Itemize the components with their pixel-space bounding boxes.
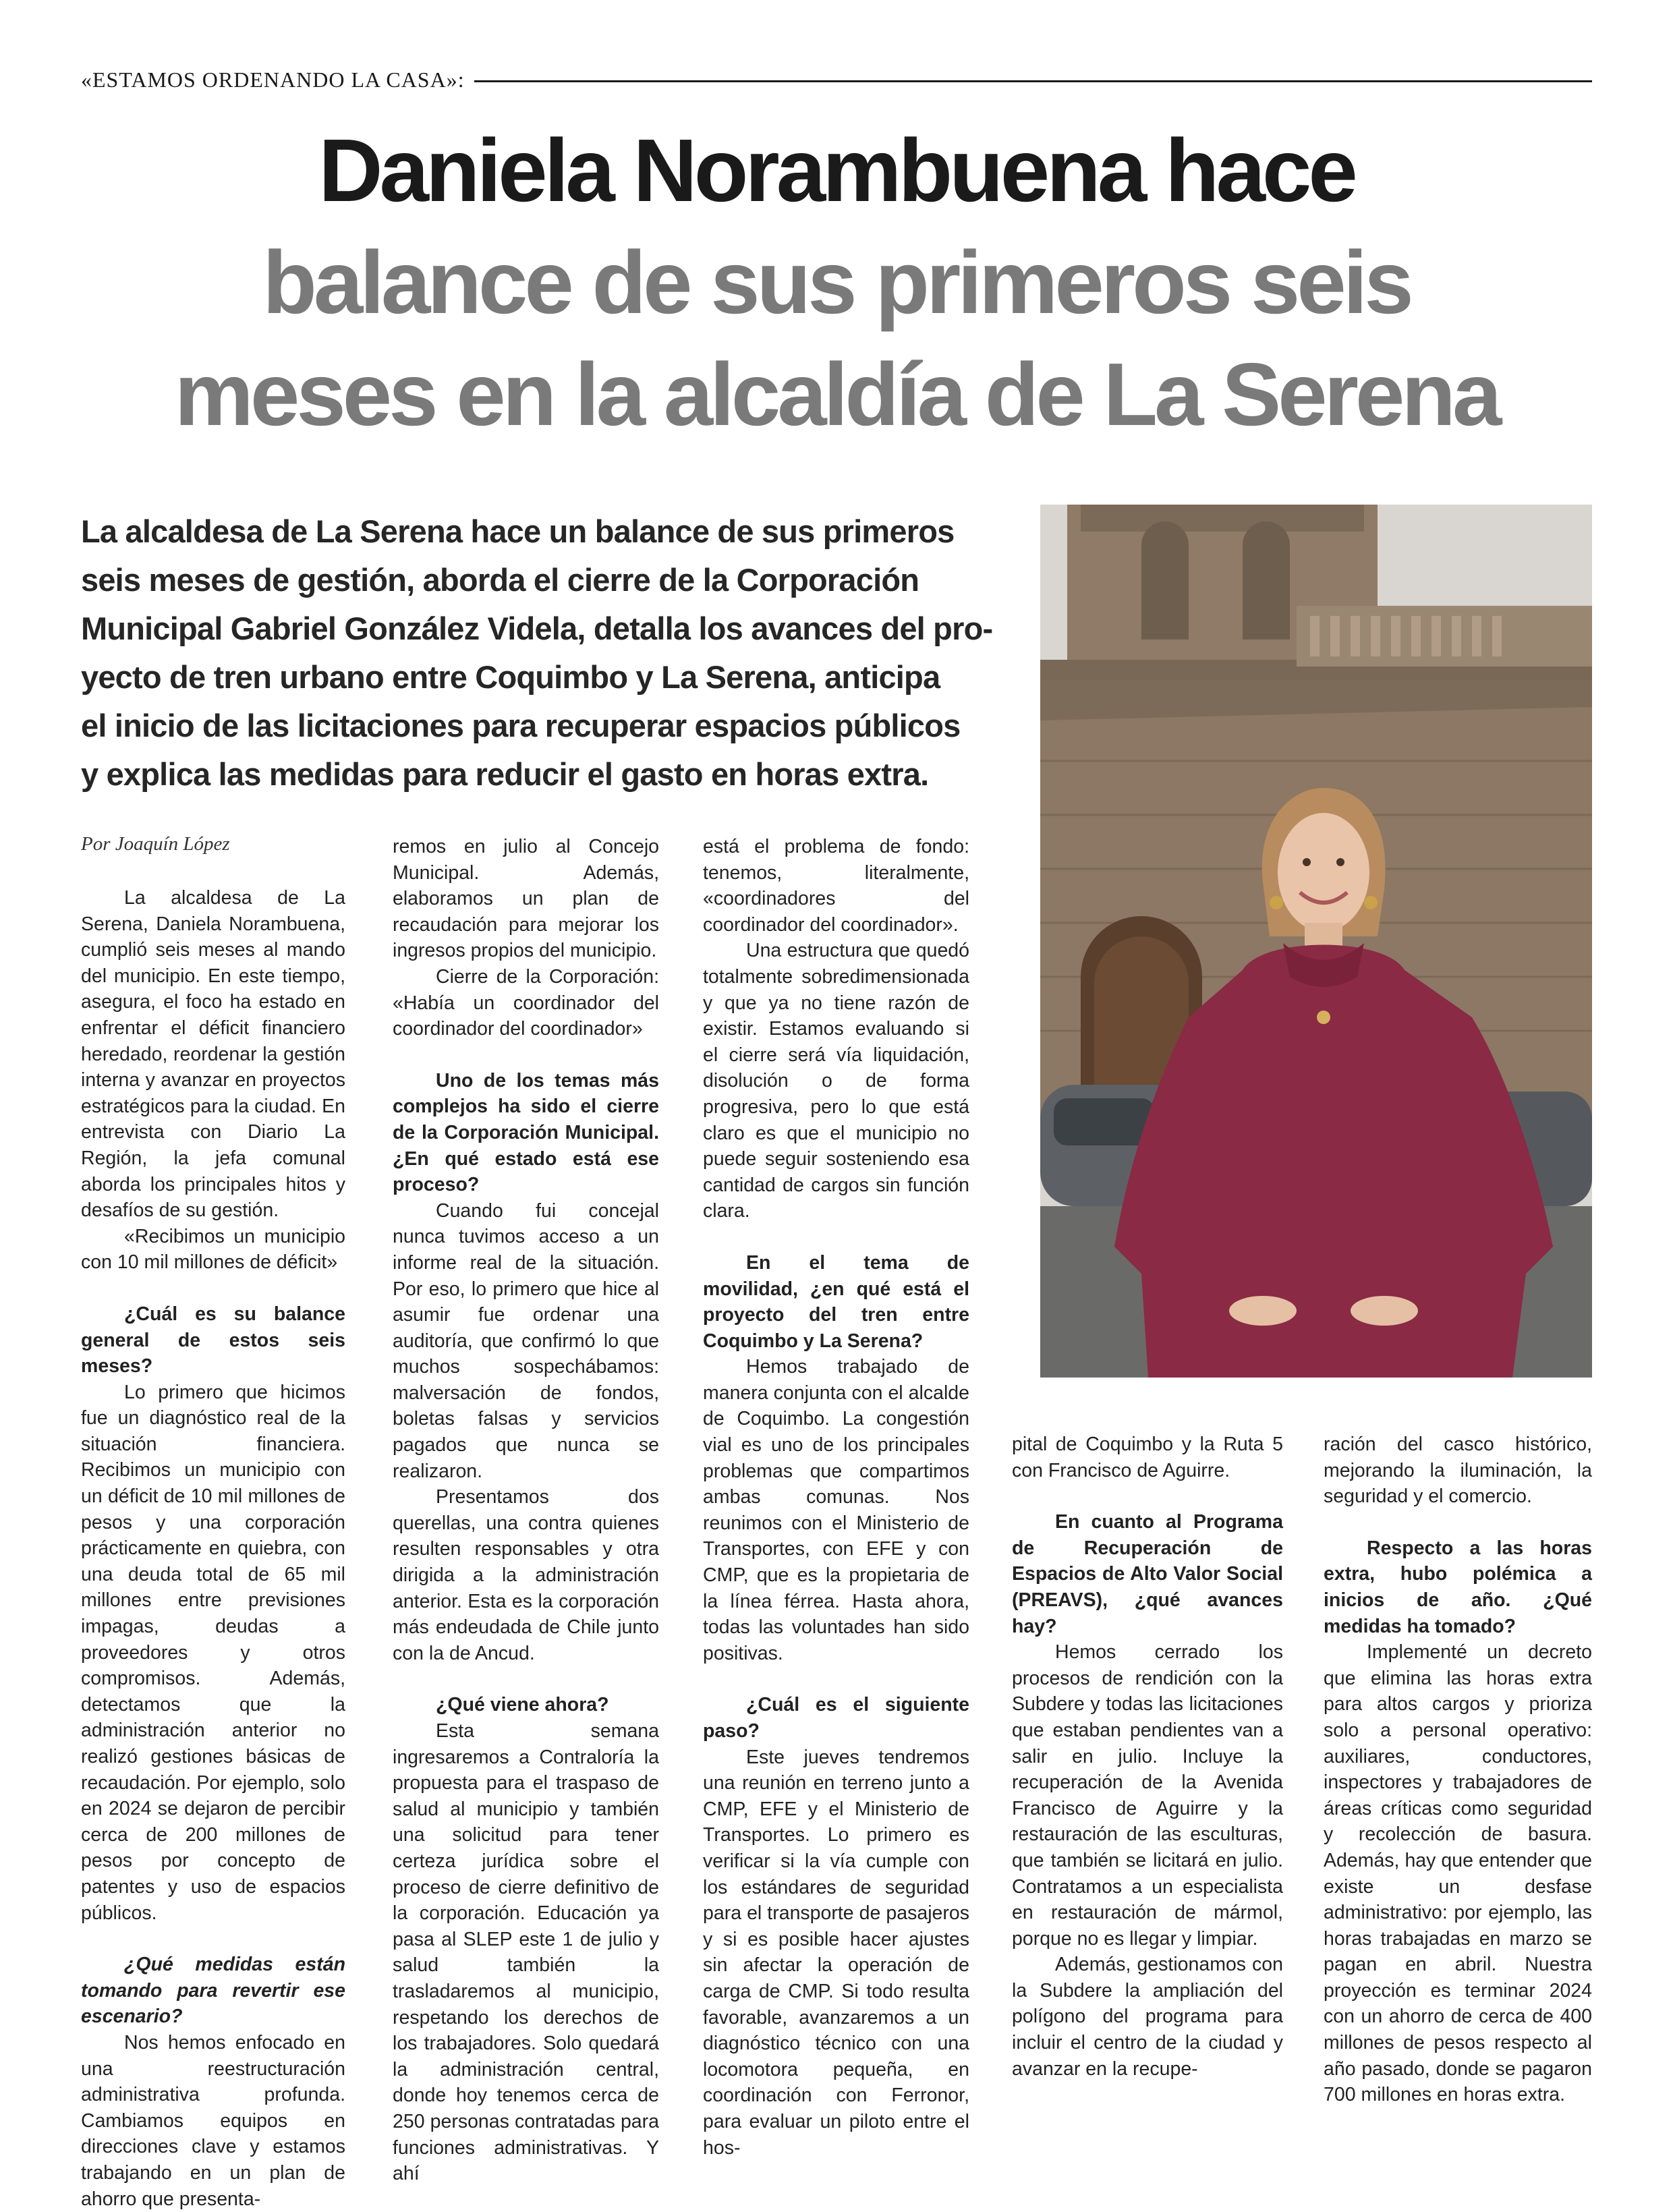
spacer	[703, 1666, 969, 1692]
interview-question: En cuanto al Programa de Recuperación de Espacios de Alto Valor Social (PREAVS), ¿qué avances hay?	[1012, 1511, 1283, 1637]
paragraph: Este jueves tendremos una reunión en terreno junto a CMP, EFE y el Ministerio de Transportes. Lo primero es verificar si la vía cumple con los estándares de seguridad para el transporte de pasajeros y si es posible hacer ajustes sin afectar la operación de carga de CMP. Si todo resulta favorable, avanzaremos a un diagnóstico técnico con una locomotora pequeña, en coordinación con Ferronor, para evaluar un piloto entre el hos-	[703, 1746, 969, 2159]
spacer	[81, 1926, 345, 1952]
kicker-rule	[474, 80, 1592, 82]
headline-line-2: balance de sus primeros seis	[262, 233, 1411, 332]
paragraph: está el problema de fondo: tenemos, literalmente, «coordinadores del coordinador del coordinador».	[703, 836, 969, 936]
lead-line: yecto de tren urbano entre Coquimbo y La Serena, anticipa	[81, 659, 940, 695]
paragraph: Lo primero que hicimos fue un diagnóstico real de la situación financiera. Recibimos un municipio con un déficit de 10 mil millones de pesos y una corporación prácticamente en quiebra, con una deuda total de 65 mil millones entre previsiones impagas, deudas a proveedores y otros compromisos. Además, detectamos que la administración anterior no realizó gestiones básicas de recaudación. Por ejemplo, solo en 2024 se dejaron de percibir cerca de 200 millones de pesos por concepto de patentes y uso de espacios públicos.	[81, 1381, 345, 1924]
interview-question: ¿Cuál es su balance general de estos seis meses?	[81, 1303, 345, 1378]
paragraph: Además, gestionamos con la Subdere la ampliación del polígono del programa para incluir el centro de la ciudad y avanzar en la recupe-	[1012, 1954, 1283, 2080]
spacer	[393, 1666, 659, 1692]
interview-question: En el tema de movilidad, ¿en qué está el proyecto del tren entre Coquimbo y La Serena?	[703, 1251, 969, 1352]
spacer	[1012, 1483, 1283, 1509]
paragraph: Hemos trabajado de manera conjunta con el alcalde de Coquimbo. La congestión vial es uno de los principales problemas que compartimos ambas comunas. Nos reunimos con el Ministerio de Transportes, con EFE y con CMP, que es la propietaria de la línea férrea. Hasta ahora, todas las voluntades han sido positivas.	[703, 1356, 969, 1664]
article-column-4	[1012, 1431, 1283, 2082]
paragraph: remos en julio al Concejo Municipal. Además, elaboramos un plan de recaudación para mejorar los ingresos propios del municipio.	[393, 836, 659, 962]
headline-line-1: Daniela Norambuena hace	[318, 121, 1355, 220]
article-column-2	[393, 834, 659, 2187]
article-column-5	[1324, 1431, 1592, 2108]
spacer	[393, 1042, 659, 1068]
section-subtitle: Cierre de la Corporación: «Había un coordinador del coordinador del coordinador»	[393, 965, 659, 1040]
interview-question: ¿Qué viene ahora?	[436, 1694, 609, 1716]
portrait-photo	[1040, 505, 1592, 1378]
paragraph: Una estructura que quedó totalmente sobredimensionada y que ya no tiene razón de existir. Estamos evaluando si el cierre será vía liquidación, disolución o de forma progresiva, pero lo que está claro es que el municipio no puede seguir sosteniendo esa cantidad de cargos sin función clara.	[703, 940, 969, 1222]
lead-line: el inicio de las licitaciones para recuperar espacios públicos	[81, 708, 961, 743]
interview-question: ¿Qué medidas están tomando para revertir ese escenario?	[81, 1954, 345, 2028]
section-subtitle: «Recibimos un municipio con 10 mil millones de déficit»	[81, 1225, 345, 1274]
spacer	[1324, 1510, 1592, 1535]
paragraph: Presentamos dos querellas, una contra quienes resulten responsables y otra dirigida a la administración anterior. Esta es la corporación más endeudada de Chile junto con la de Ancud.	[393, 1486, 659, 1664]
interview-question: Respecto a las horas extra, hubo polémica a inicios de año. ¿Qué medidas ha tomado?	[1324, 1537, 1592, 1637]
headline-line-3: meses en la alcaldía de La Serena	[174, 345, 1499, 444]
article-column-3	[703, 834, 969, 2161]
kicker-row	[81, 59, 1592, 100]
lead-line: La alcaldesa de La Serena hace un balance de sus primeros	[81, 513, 955, 549]
spacer	[703, 1224, 969, 1250]
interview-question: Uno de los temas más complejos ha sido el cierre de la Corporación Municipal. ¿En qué estado está ese proceso?	[393, 1069, 659, 1196]
byline: Por Joaquín López	[81, 833, 230, 855]
headline	[81, 115, 1592, 451]
spacer	[81, 1276, 345, 1301]
article-column-1	[81, 885, 345, 2212]
lead-paragraph	[81, 507, 993, 799]
paragraph: Cuando fui concejal nunca tuvimos acceso a un informe real de la situación. Por eso, lo primero que hice al asumir fue ordenar una auditoría, que confirmó lo que muchos sospechábamos: malversación de fondos, boletas falsas y servicios pagados que nunca se realizaron.	[393, 1199, 659, 1482]
lead-line: Municipal Gabriel González Videla, detalla los avances del pro-	[81, 611, 993, 646]
kicker: «ESTAMOS ORDENANDO LA CASA»:	[81, 67, 465, 92]
paragraph: Nos hemos enfocado en una reestructuración administrativa profunda. Cambiamos equipos en direcciones clave y estamos trabajando en un plan de ahorro que presenta-	[81, 2031, 345, 2210]
paragraph: Hemos cerrado los procesos de rendición con la Subdere y todas las licitaciones que estaban pendientes van a salir en julio. Incluye la recuperación de la Avenida Francisco de Aguirre y la restauración de las esculturas, que también se licitará en julio. Contratamos a un especialista en restauración de mármol, porque no es llegar y limpiar.	[1012, 1641, 1283, 1950]
paragraph: Esta semana ingresaremos a Contraloría la propuesta para el traspaso de salud al municipio y también una solicitud para tener certeza jurídica sobre el proceso de cierre definitivo de la corporación. Educación ya pasa al SLEP este 1 de julio y salud también la trasladaremos al municipio, respetando los derechos de los trabajadores. Solo quedará la administración central, donde hoy tenemos cerca de 250 personas contratadas para funciones administrativas. Y ahí	[393, 1720, 659, 2185]
lead-line: y explica las medidas para reducir el gasto en horas extra.	[81, 756, 929, 792]
paragraph: ración del casco histórico, mejorando la iluminación, la seguridad y el comercio.	[1324, 1434, 1592, 1508]
interview-question: ¿Cuál es el siguiente paso?	[703, 1694, 969, 1742]
paragraph: pital de Coquimbo y la Ruta 5 con Francisco de Aguirre.	[1012, 1434, 1283, 1481]
portrait-illustration	[1040, 505, 1592, 1378]
paragraph: Implementé un decreto que elimina las horas extra para altos cargos y prioriza solo a personal operativo: auxiliares, conductores, inspectores y trabajadores de áreas críticas como seguridad y recolección de basura. Además, hay que entender que existe un desfase administrativo: por ejemplo, las horas trabajadas en marzo se pagan en abril. Nuestra proyección es terminar 2024 con un ahorro de cerca de 400 millones de pesos respecto al año pasado, donde se pagaron 700 millones en horas extra.	[1324, 1641, 1592, 2106]
lead-line: seis meses de gestión, aborda el cierre de la Corporación	[81, 562, 919, 598]
paragraph: La alcaldesa de La Serena, Daniela Norambuena, cumplió seis meses al mando del municipio. En este tiempo, asegura, el foco ha estado en enfrentar el déficit financiero heredado, reordenar la gestión interna y avanzar en proyectos estratégicos para la ciudad. En entrevista con Diario La Región, la jefa comunal aborda los principales hitos y desafíos de su gestión.	[81, 887, 345, 1222]
